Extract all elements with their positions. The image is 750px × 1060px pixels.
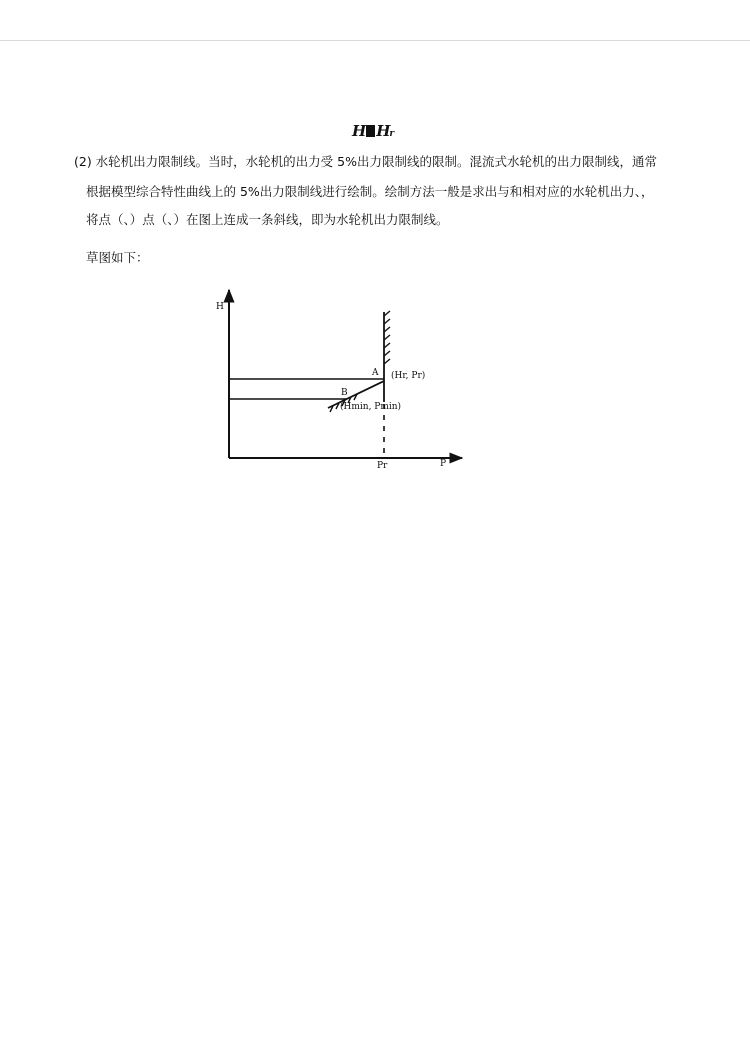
- point-b-coords: (Hmin, Pmin): [340, 402, 402, 412]
- point-a-coords: (Hr, Pr): [391, 371, 426, 381]
- formula-subscript: r: [389, 129, 394, 139]
- point-b-label: B: [341, 388, 348, 398]
- formula-h1: H: [352, 122, 366, 140]
- x-axis-label: P: [440, 459, 447, 469]
- point-a-label: A: [372, 368, 379, 378]
- pr-tick-label: Pr: [377, 461, 388, 471]
- formula-h2: H: [376, 122, 390, 140]
- paragraph-line-3: 将点（、）点（、）在图上连成一条斜线，即为水轮机出力限制线。: [86, 212, 449, 227]
- y-axis-label: H: [216, 302, 224, 312]
- paragraph-line-2: 根据模型综合特性曲线上的 5%出力限制线进行绘制。绘制方法一般是求出与和相对应的水轮机出力、，: [86, 184, 654, 199]
- sketch-caption: 草图如下：: [86, 250, 149, 265]
- paragraph-line-1: (2) 水轮机出力限制线。当时，水轮机的出力受 5%出力限制线的限制。混流式水轮机的出力限制线，通常: [74, 154, 657, 169]
